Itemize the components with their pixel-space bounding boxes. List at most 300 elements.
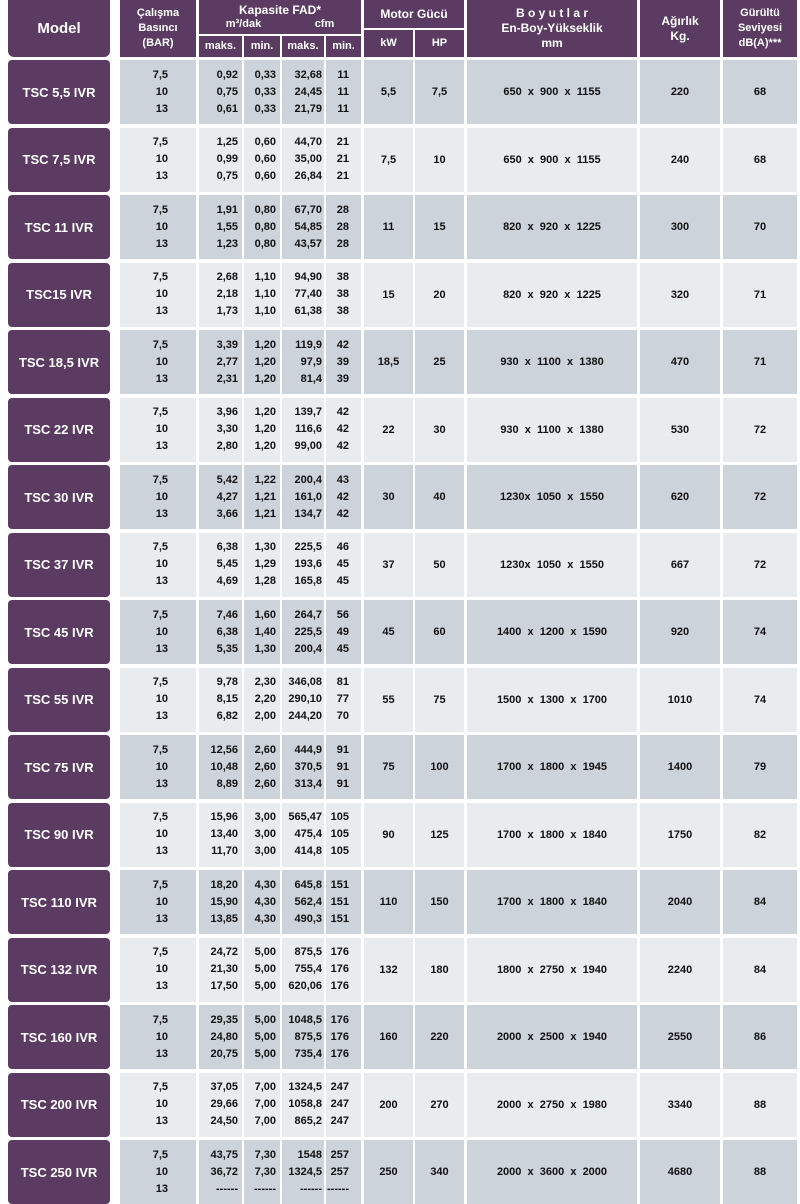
row-m3max-value: 21,30 — [210, 963, 238, 975]
row-hp-value: 7,5 — [431, 86, 448, 98]
row-cfmmin-value: 91 — [336, 777, 349, 790]
row-m3min-cell — [244, 465, 280, 529]
row-cfmmin-value: 43 — [336, 473, 349, 486]
row-weight-value: 2550 — [667, 1031, 693, 1043]
row-m3min-value: 1,22 — [254, 473, 276, 486]
row-cfmmax-cell — [282, 1140, 324, 1204]
row-noise-value: 68 — [753, 86, 767, 98]
row-weight-cell — [640, 465, 720, 529]
row-cfmmax-value: 43,57 — [294, 237, 322, 250]
row-m3min-cell — [244, 735, 280, 799]
row-noise-value: 71 — [753, 288, 767, 301]
row-weight-value: 3340 — [667, 1098, 693, 1111]
row-m3min-cell — [244, 263, 280, 327]
row-noise-cell — [723, 938, 797, 1002]
row-cfmmin-value: 28 — [336, 237, 349, 250]
row-m3min-value: 2,00 — [254, 710, 276, 722]
row-cfmmax-value: 346,08 — [288, 676, 322, 688]
row-cfmmin-value: 42 — [336, 440, 349, 452]
row-cfmmin-value: 176 — [330, 946, 349, 958]
row-cfmmax-value: 414,8 — [294, 845, 322, 857]
row-cfmmin-cell — [326, 1005, 361, 1069]
row-bar-value: 7,5 — [152, 271, 168, 283]
row-m3min-cell — [244, 1073, 280, 1137]
row-cfmmin-value: 11 — [337, 85, 349, 98]
row-cfmmin-cell — [326, 398, 361, 462]
row-cfmmin-cell — [326, 600, 361, 664]
row-cfmmin-cell — [326, 330, 361, 394]
row-hp-cell — [415, 1140, 464, 1204]
row-m3min-cell — [244, 1140, 280, 1204]
row-m3max-value: 5,45 — [216, 558, 238, 570]
row-hp-value: 15 — [433, 221, 446, 233]
row-bar-cell — [120, 938, 196, 1002]
row-bar-value: 13 — [155, 912, 168, 925]
row-m3max-cell — [199, 398, 242, 462]
row-weight-value: 667 — [670, 558, 690, 571]
row-cfmmin-value: 42 — [336, 338, 349, 351]
row-m3max-value: 4,27 — [216, 490, 238, 503]
row-m3max-value: 3,96 — [216, 406, 238, 418]
row-kw-value: 90 — [382, 828, 395, 841]
row-kw-cell — [364, 668, 413, 732]
row-weight-cell — [640, 1073, 720, 1137]
row-m3min-value: ------ — [254, 1182, 276, 1195]
row-cfmmax-value: 875,5 — [294, 1030, 322, 1043]
row-dims-value: 930 x 1100 x 1380 — [500, 423, 604, 436]
row-m3max-value: 2,31 — [216, 372, 238, 385]
row-noise-cell — [723, 195, 797, 259]
row-weight-value: 620 — [670, 491, 690, 503]
row-bar-value: 7,5 — [152, 878, 168, 891]
row-hp-value: 340 — [430, 1166, 449, 1178]
row-bar-value: 13 — [155, 372, 168, 385]
row-weight-value: 2040 — [667, 896, 693, 908]
row-m3max-value: 29,66 — [210, 1098, 238, 1110]
row-m3min-value: 7,00 — [254, 1081, 276, 1093]
row-cfmmin-cell — [326, 263, 361, 327]
row-kw-value: 250 — [379, 1166, 398, 1178]
header-weight-line1: Ağırlık — [661, 13, 699, 28]
row-weight-cell — [640, 600, 720, 664]
row-noise-value: 84 — [753, 896, 767, 908]
row-m3min-value: 1,28 — [254, 575, 276, 587]
header-noise-line1: Gürültü — [740, 7, 780, 19]
row-m3max-cell — [199, 735, 242, 799]
row-cfmmax-value: 735,4 — [294, 1047, 322, 1060]
row-m3max-value: 13,85 — [210, 912, 238, 925]
row-cfmmin-cell — [326, 1073, 361, 1137]
row-hp-cell — [415, 1005, 464, 1069]
row-m3max-value: 3,66 — [216, 507, 238, 520]
row-noise-cell — [723, 330, 797, 394]
row-hp-cell — [415, 465, 464, 529]
row-model: TSC 110 IVR — [8, 870, 110, 934]
row-m3min-cell — [244, 195, 280, 259]
row-dims-cell — [467, 465, 637, 529]
row-weight-cell — [640, 330, 720, 394]
row-model: TSC 30 IVR — [8, 465, 110, 529]
row-cfmmax-value: 21,79 — [294, 102, 322, 115]
row-weight-cell — [640, 803, 720, 867]
row-dims-cell — [467, 128, 637, 192]
row-cfmmax-value: 565,47 — [288, 811, 322, 823]
row-m3max-cell — [199, 803, 242, 867]
row-bar-cell — [120, 600, 196, 664]
row-cfmmax-value: 81,4 — [300, 372, 322, 385]
row-m3max-value: 1,73 — [216, 305, 238, 317]
row-bar-value: 13 — [155, 305, 168, 317]
row-m3min-value: 1,20 — [254, 423, 276, 435]
row-bar-value: 13 — [155, 1115, 168, 1127]
row-bar-value: 10 — [155, 558, 168, 570]
row-kw-cell — [364, 870, 413, 934]
header-motor-hp: HP — [415, 30, 464, 57]
row-kw-cell — [364, 533, 413, 597]
row-bar-value: 10 — [155, 355, 168, 368]
row-cfmmax-value: 620,06 — [288, 980, 322, 992]
row-weight-cell — [640, 263, 720, 327]
row-cfmmax-value: 865,2 — [294, 1115, 322, 1127]
row-m3max-value: 0,75 — [216, 170, 238, 182]
row-cfmmin-value: 176 — [330, 963, 349, 975]
row-hp-cell — [415, 1073, 464, 1137]
row-cfmmax-value: 116,6 — [295, 423, 322, 435]
row-cfmmax-value: 1058,8 — [288, 1098, 322, 1110]
row-bar-value: 7,5 — [152, 1148, 168, 1161]
row-dims-cell — [467, 1005, 637, 1069]
row-m3max-value: 2,18 — [216, 288, 238, 300]
row-hp-value: 100 — [430, 761, 449, 773]
row-bar-value: 10 — [155, 423, 168, 435]
row-cfmmax-value: 290,10 — [288, 693, 322, 705]
row-bar-cell — [120, 330, 196, 394]
row-cfmmin-value: 105 — [330, 845, 349, 857]
row-dims-cell — [467, 398, 637, 462]
row-cfmmax-value: 77,40 — [294, 288, 322, 300]
row-m3min-value: 1,29 — [254, 558, 276, 570]
row-dims-cell — [467, 600, 637, 664]
row-cfmmin-value: 77 — [336, 693, 349, 705]
row-weight-cell — [640, 195, 720, 259]
row-cfmmax-value: 1048,5 — [288, 1013, 322, 1026]
row-cfmmax-cell — [282, 600, 324, 664]
row-hp-value: 220 — [430, 1031, 449, 1043]
row-cfmmin-value: 49 — [336, 625, 349, 638]
row-noise-cell — [723, 600, 797, 664]
row-m3min-cell — [244, 600, 280, 664]
row-hp-value: 150 — [430, 896, 449, 908]
row-m3min-value: 5,00 — [254, 1047, 276, 1060]
row-cfmmin-cell — [326, 465, 361, 529]
row-cfmmin-cell — [326, 938, 361, 1002]
row-m3max-value: 3,30 — [216, 423, 238, 435]
row-m3max-value: 6,38 — [216, 625, 238, 638]
row-bar-value: 10 — [155, 220, 168, 233]
row-m3max-value: 29,35 — [210, 1013, 238, 1026]
row-model: TSC 55 IVR — [8, 668, 110, 732]
row-bar-cell — [120, 60, 196, 124]
row-bar-cell — [120, 870, 196, 934]
row-m3max-cell — [199, 128, 242, 192]
row-noise-cell — [723, 60, 797, 124]
row-cfmmax-value: ------ — [300, 1182, 322, 1195]
row-m3max-value: 6,38 — [216, 541, 238, 553]
row-bar-value: 7,5 — [152, 541, 168, 553]
row-weight-cell — [640, 398, 720, 462]
row-m3max-value: 2,80 — [216, 440, 238, 452]
row-weight-value: 220 — [670, 86, 690, 98]
row-m3max-value: 0,92 — [216, 68, 238, 81]
row-dims-value: 820 x 920 x 1225 — [503, 221, 601, 233]
header-dims-line3: mm — [541, 36, 563, 50]
header-pressure — [120, 0, 196, 57]
row-weight-value: 320 — [670, 288, 690, 301]
row-cfmmin-value: 39 — [336, 355, 349, 368]
header-capacity-m3: m³/dak — [225, 18, 262, 30]
row-kw-cell — [364, 60, 413, 124]
row-cfmmax-cell — [282, 938, 324, 1002]
row-cfmmax-cell — [282, 735, 324, 799]
row-m3max-value: 11,70 — [211, 845, 238, 857]
header-cap-cfm-min: min. — [326, 36, 361, 57]
row-hp-cell — [415, 600, 464, 664]
row-cfmmin-value: 91 — [336, 743, 349, 756]
row-dims-value: 1230x 1050 x 1550 — [500, 491, 604, 503]
row-bar-value: 10 — [155, 1165, 168, 1178]
row-cfmmin-value: 42 — [336, 507, 349, 520]
row-cfmmin-value: 151 — [330, 895, 349, 908]
header-noise-line3: dB(A)*** — [738, 37, 782, 49]
row-kw-cell — [364, 938, 413, 1002]
row-dims-cell — [467, 330, 637, 394]
row-hp-cell — [415, 870, 464, 934]
row-cfmmax-value: 200,4 — [294, 473, 322, 486]
row-m3min-value: 7,00 — [254, 1098, 276, 1110]
row-bar-value: 10 — [155, 1030, 168, 1043]
row-m3max-cell — [199, 870, 242, 934]
row-cfmmin-value: 247 — [330, 1081, 349, 1093]
row-hp-value: 20 — [433, 288, 446, 301]
row-model: TSC 37 IVR — [8, 533, 110, 597]
row-cfmmin-value: 39 — [336, 372, 349, 385]
row-m3max-cell — [199, 600, 242, 664]
row-noise-value: 84 — [753, 963, 767, 976]
row-hp-value: 125 — [430, 828, 449, 841]
row-m3max-value: 36,72 — [210, 1165, 238, 1178]
row-bar-value: 7,5 — [152, 608, 168, 621]
row-kw-value: 55 — [382, 693, 395, 706]
row-kw-value: 5,5 — [380, 86, 397, 98]
row-bar-cell — [120, 533, 196, 597]
row-m3min-value: 2,20 — [254, 693, 276, 705]
row-weight-cell — [640, 128, 720, 192]
row-bar-cell — [120, 1073, 196, 1137]
row-bar-value: 7,5 — [152, 406, 168, 418]
row-dims-value: 1400 x 1200 x 1590 — [496, 626, 608, 638]
row-model: TSC 7,5 IVR — [8, 128, 110, 192]
row-cfmmax-cell — [282, 330, 324, 394]
row-m3min-value: 1,21 — [254, 490, 276, 503]
row-kw-value: 15 — [382, 288, 395, 301]
row-bar-cell — [120, 1140, 196, 1204]
row-cfmmax-cell — [282, 870, 324, 934]
row-noise-cell — [723, 1140, 797, 1204]
row-m3max-cell — [199, 195, 242, 259]
row-cfmmin-value: 247 — [330, 1115, 349, 1127]
row-bar-value: 7,5 — [152, 676, 168, 688]
row-kw-value: 160 — [379, 1031, 398, 1043]
row-hp-value: 75 — [433, 693, 446, 706]
row-cfmmin-value: 21 — [336, 170, 349, 182]
row-cfmmin-value: 42 — [336, 490, 349, 503]
row-cfmmax-value: 200,4 — [294, 642, 322, 655]
row-m3min-value: 1,10 — [254, 288, 276, 300]
row-noise-value: 88 — [753, 1098, 767, 1111]
row-hp-cell — [415, 60, 464, 124]
row-cfmmax-value: 97,9 — [300, 355, 322, 368]
row-m3max-cell — [199, 533, 242, 597]
row-m3min-value: 5,00 — [254, 1030, 276, 1043]
row-dims-value: 1230x 1050 x 1550 — [500, 558, 604, 571]
row-m3min-value: 1,20 — [254, 338, 276, 351]
row-dims-value: 1700 x 1800 x 1840 — [496, 828, 608, 841]
row-cfmmax-value: 99,00 — [294, 440, 322, 452]
row-m3max-value: 1,23 — [216, 237, 238, 250]
row-kw-cell — [364, 128, 413, 192]
row-m3max-cell — [199, 1005, 242, 1069]
row-m3max-cell — [199, 1073, 242, 1137]
row-cfmmax-value: 562,4 — [294, 895, 322, 908]
row-cfmmin-value: 42 — [336, 406, 349, 418]
row-bar-value: 7,5 — [152, 203, 168, 216]
row-noise-value: 82 — [753, 828, 767, 841]
row-model: TSC15 IVR — [8, 263, 110, 327]
row-m3max-value: 24,72 — [210, 946, 238, 958]
row-kw-cell — [364, 1005, 413, 1069]
row-bar-value: 7,5 — [152, 1081, 168, 1093]
row-cfmmin-value: 45 — [336, 575, 349, 587]
row-hp-cell — [415, 533, 464, 597]
row-bar-value: 13 — [155, 507, 168, 520]
header-dims — [467, 0, 637, 57]
row-m3min-value: 4,30 — [254, 878, 276, 891]
row-m3min-value: 1,20 — [254, 406, 276, 418]
row-m3min-value: 0,80 — [254, 203, 276, 216]
row-cfmmin-value: 56 — [336, 608, 349, 621]
row-kw-value: 200 — [379, 1098, 398, 1111]
row-m3max-value: 1,55 — [216, 220, 238, 233]
row-cfmmin-value: 81 — [336, 676, 349, 688]
row-m3max-value: 2,77 — [216, 355, 238, 368]
row-bar-value: 7,5 — [152, 1013, 168, 1026]
header-cap-m3-min: min. — [244, 36, 280, 57]
row-cfmmin-value: 257 — [330, 1148, 349, 1161]
row-bar-value: 13 — [155, 980, 168, 992]
row-m3min-value: 1,10 — [254, 271, 276, 283]
header-pressure-line3: (BAR) — [142, 37, 174, 49]
row-m3min-value: 2,60 — [254, 777, 276, 790]
row-cfmmax-value: 139,7 — [294, 406, 322, 418]
row-m3max-cell — [199, 1140, 242, 1204]
row-m3max-value: 17,50 — [210, 980, 238, 992]
row-model: TSC 200 IVR — [8, 1073, 110, 1137]
row-bar-cell — [120, 668, 196, 732]
row-m3min-value: 0,60 — [254, 170, 276, 182]
row-cfmmax-cell — [282, 668, 324, 732]
row-kw-value: 22 — [382, 423, 395, 436]
row-m3min-value: 0,80 — [254, 220, 276, 233]
row-m3min-cell — [244, 938, 280, 1002]
row-m3min-value: 7,30 — [254, 1148, 276, 1161]
row-m3max-value: 3,39 — [216, 338, 238, 351]
row-weight-value: 920 — [670, 626, 690, 638]
row-bar-value: 10 — [155, 288, 168, 300]
row-bar-value: 13 — [155, 710, 168, 722]
row-model: TSC 250 IVR — [8, 1140, 110, 1204]
row-bar-value: 7,5 — [152, 473, 168, 486]
row-m3min-cell — [244, 668, 280, 732]
row-hp-cell — [415, 330, 464, 394]
row-weight-cell — [640, 668, 720, 732]
row-weight-cell — [640, 1140, 720, 1204]
row-cfmmin-cell — [326, 195, 361, 259]
header-pressure-line2: Basıncı — [138, 22, 178, 34]
row-bar-value: 7,5 — [152, 136, 168, 148]
row-model: TSC 5,5 IVR — [8, 60, 110, 124]
row-bar-value: 7,5 — [152, 946, 168, 958]
row-cfmmin-cell — [326, 668, 361, 732]
row-m3min-cell — [244, 803, 280, 867]
row-kw-cell — [364, 1140, 413, 1204]
row-m3min-cell — [244, 533, 280, 597]
row-dims-cell — [467, 533, 637, 597]
row-m3max-cell — [199, 668, 242, 732]
row-cfmmax-value: 244,20 — [288, 710, 322, 722]
row-cfmmax-value: 26,84 — [294, 170, 322, 182]
row-noise-value: 79 — [753, 761, 767, 773]
row-m3max-value: 37,05 — [210, 1081, 238, 1093]
row-cfmmin-value: 28 — [336, 220, 349, 233]
row-m3max-cell — [199, 938, 242, 1002]
row-weight-value: 1750 — [667, 828, 693, 841]
row-weight-value: 240 — [670, 153, 690, 166]
row-m3max-value: 15,90 — [210, 895, 238, 908]
row-weight-value: 300 — [670, 221, 690, 233]
row-weight-value: 1010 — [667, 693, 693, 706]
row-kw-cell — [364, 465, 413, 529]
row-bar-value: 13 — [155, 845, 168, 857]
row-m3max-value: 6,82 — [216, 710, 238, 722]
row-hp-value: 270 — [430, 1098, 449, 1111]
row-cfmmax-value: 755,4 — [294, 963, 322, 975]
row-cfmmax-cell — [282, 398, 324, 462]
row-m3min-value: 5,00 — [254, 980, 276, 992]
row-m3min-value: 4,30 — [254, 912, 276, 925]
row-noise-cell — [723, 803, 797, 867]
row-bar-value: 10 — [155, 760, 168, 773]
row-bar-value: 13 — [155, 575, 168, 587]
row-bar-value: 13 — [155, 102, 168, 115]
header-capacity-title: Kapasite FAD* — [238, 3, 322, 17]
row-dims-cell — [467, 1073, 637, 1137]
row-cfmmin-value: 11 — [337, 68, 349, 81]
row-cfmmin-cell — [326, 533, 361, 597]
row-noise-cell — [723, 870, 797, 934]
row-kw-value: 45 — [382, 626, 395, 638]
row-noise-cell — [723, 398, 797, 462]
row-model: TSC 90 IVR — [8, 803, 110, 867]
